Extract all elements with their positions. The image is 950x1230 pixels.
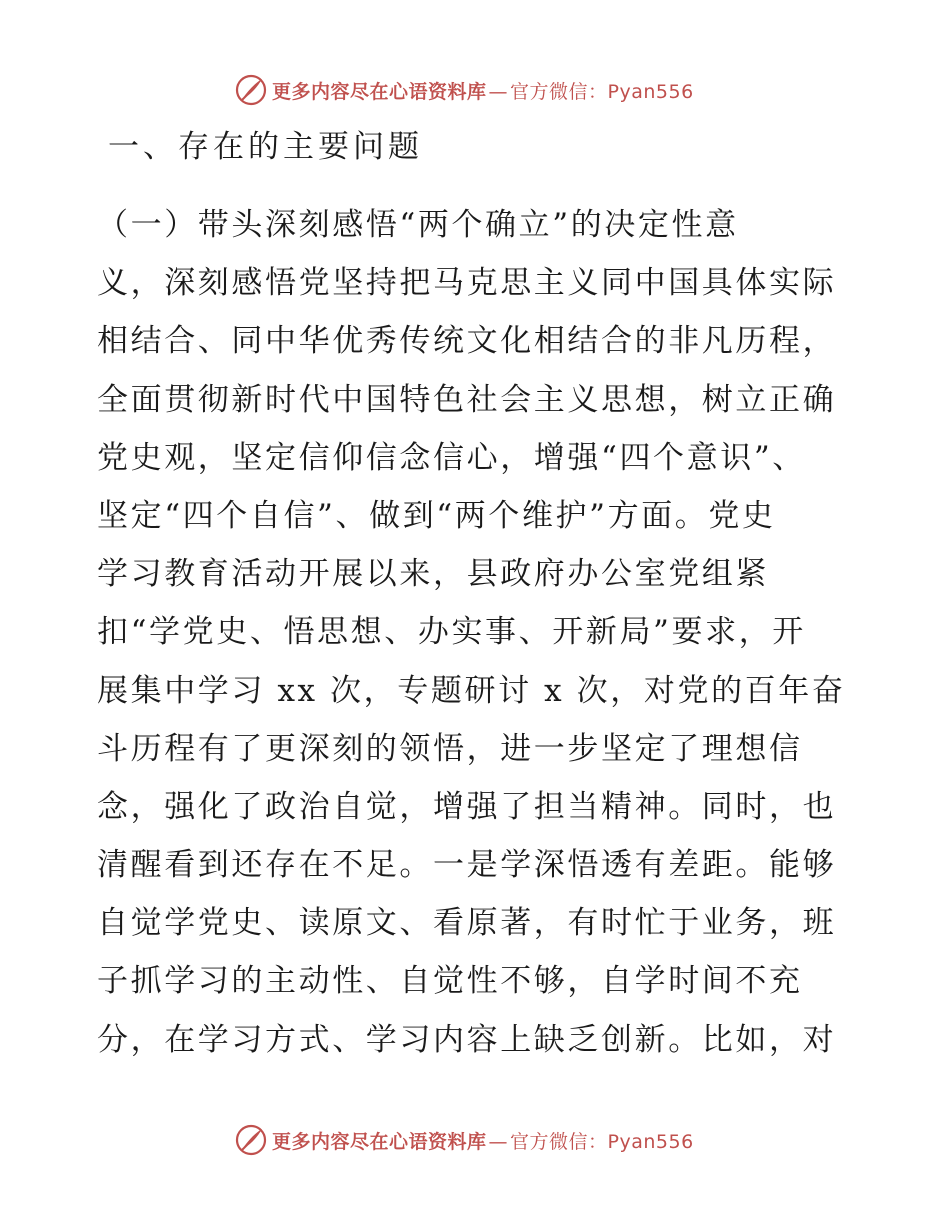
text-line: 念，强化了政治自觉，增强了担当精神。同时，也: [97, 788, 837, 825]
text-line: 学习教育活动开展以来，县政府办公室党组紧: [97, 556, 769, 593]
text-line: 坚定“四个自信”、做到“两个维护”方面。党史: [97, 497, 776, 534]
footer-watermark: [234, 1122, 694, 1158]
text-line: 扣“学党史、悟思想、办实事、开新局”要求，开: [97, 614, 806, 651]
text-line: 斗历程有了更深刻的领悟，进一步坚定了理想信: [97, 730, 803, 767]
watermark-brand: 更多内容尽在心语资料库: [272, 1130, 487, 1153]
watermark-brand: 更多内容尽在心语资料库: [272, 80, 487, 103]
text-line: 义，深刻感悟党坚持把马克思主义同中国具体实际: [97, 265, 837, 302]
feather-quill-logo: [234, 73, 268, 107]
text-line: 分，在学习方式、学习内容上缺乏创新。比如，对: [97, 1021, 837, 1058]
header-watermark: [234, 72, 694, 108]
watermark-separator: —: [488, 80, 509, 103]
text-line: 清醒看到还存在不足。一是学深悟透有差距。能够: [97, 847, 837, 884]
text-line: 党史观，坚定信仰信念信心，增强“四个意识”、: [97, 439, 806, 476]
text-line: （一）带头深刻感悟“两个确立”的决定性意: [97, 207, 739, 243]
watermark-wechat: 官方微信：Pyan556: [510, 1130, 694, 1153]
section-heading: 一、存在的主要问题: [108, 129, 423, 165]
body-paragraph: [97, 196, 857, 1069]
watermark-text: [272, 1127, 694, 1154]
watermark-wechat: 官方微信：Pyan556: [510, 80, 694, 103]
text-line: 展集中学习 xx 次，专题研讨 x 次，对党的百年奋: [97, 672, 846, 709]
watermark-separator: —: [488, 1130, 509, 1153]
text-line: 子抓学习的主动性、自觉性不够，自学时间不充: [97, 963, 803, 1000]
text-line: 自觉学党史、读原文、看原著，有时忙于业务，班: [97, 905, 837, 942]
text-line: 相结合、同中华优秀传统文化相结合的非凡历程，: [97, 323, 837, 360]
feather-quill-logo: [234, 1123, 268, 1157]
text-line: 全面贯彻新时代中国特色社会主义思想，树立正确: [97, 381, 837, 418]
watermark-text: [272, 77, 694, 104]
